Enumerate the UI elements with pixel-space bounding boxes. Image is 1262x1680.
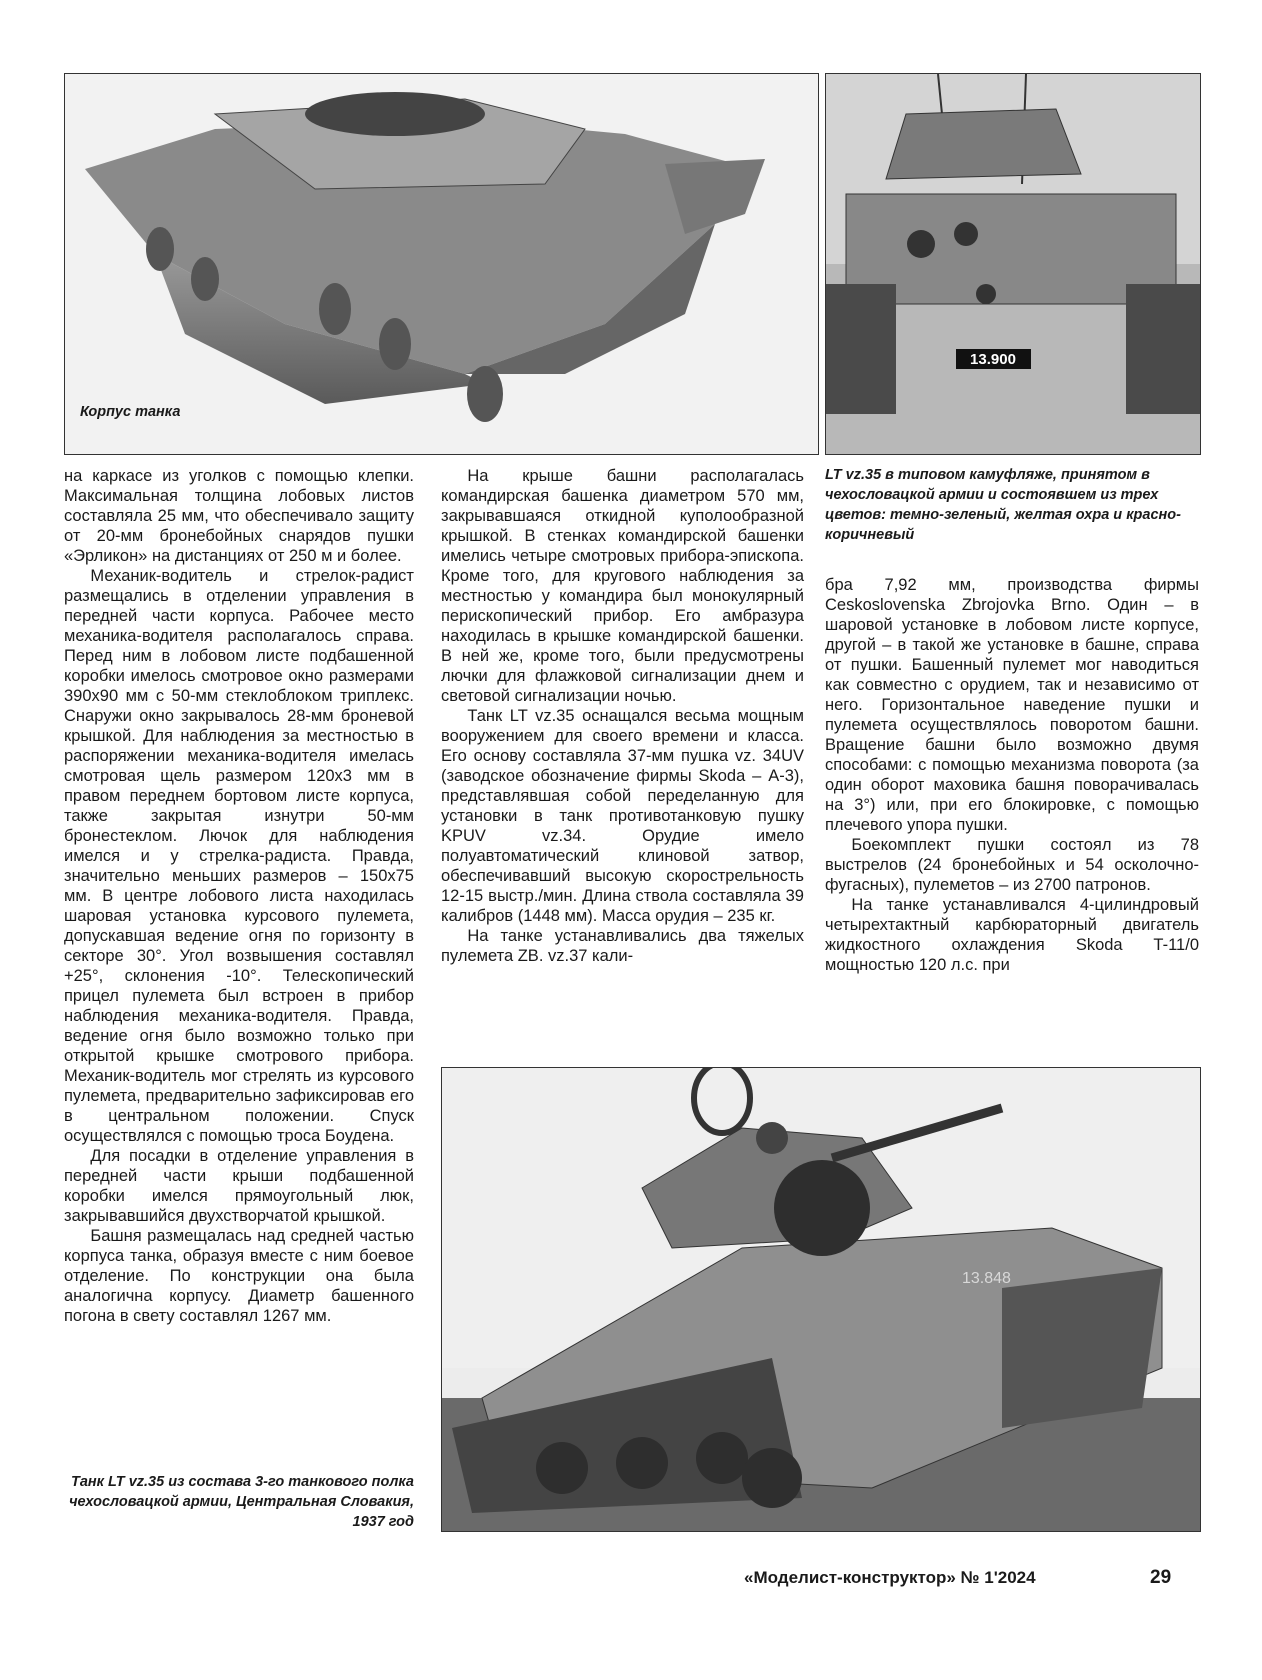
- photo-tank-lt-vz35: [441, 1067, 1201, 1532]
- hull-photo-caption: Корпус танка: [80, 404, 181, 420]
- paragraph: Механик-водитель и стрелок-радист размещались в отделении управления в передней части корпуса. Рабочее место механика-водителя располагалось справа. Перед ним в лобовом листе подбашенной коробки имелось смотровое окно размерами 390x90 мм с 50-мм стеклоблоком триплекс. Снаружи окно закрывалось 28-мм броневой крышкой. Для наблюдения за местностью в распоряжении механика-водителя имелась смотровая щель размером 120x3 мм в правом переднем бортовом листе корпуса, также закрытая изнутри 50-мм бронестеклом. Лючок для наблюдения имелся и у стрелка-радиста. Правда, значительно меньших размеров – 150x75 мм. В центре лобового листа находилась шаровая установка курсового пулемета, допускавшая ведение огня по горизонту в секторе 30°. Угол возвышения составлял +25°, склонения -10°. Телескопический прицел пулемета был встроен в прибор наблюдения механика-водителя. Правда, ведение огня было возможно только при открытой крышке смотрового прибора. Механик-водитель мог стрелять из курсового пулемета, предварительно зафиксировав его в центральном положении. Спуск осуществлялся с помощью троса Боудена.: [64, 567, 414, 1145]
- tank-illustration: [442, 1068, 1200, 1531]
- front-plate-number: 13.900: [970, 351, 1016, 368]
- front-illustration: [826, 74, 1200, 454]
- paragraph: бра 7,92 мм, производства фирмы Ceskoslovenska Zbrojovka Brno. Один – в шаровой установке в лобовом листе корпусе, другой – в такой же установке в башне, справа от пушки. Башенный пулемет мог наводиться как совместно с орудием, так и независимо от него. Горизонтальное наведение пушки и пулемета осуществлялось поворотом башни. Вращение башни было возможно двумя способами: с помощью механизма поворота (за один оборот маховика башня поворачивалась на 3°) или, при его блокировке, с помощью плечевого упора пушки.: [825, 576, 1199, 834]
- photo-tank-front: [825, 73, 1201, 455]
- paragraph: На танке устанавливался 4-цилиндровый четырехтактный карбюраторный двигатель жидкостного охлаждения Skoda T-11/0 мощностью 120 л.с. при: [825, 896, 1199, 974]
- footer-magazine-title: «Моделист-конструктор» № 1'2024: [744, 1568, 1036, 1587]
- paragraph: Боекомплект пушки состоял из 78 выстрелов (24 бронебойных и 54 осколочно-фугасных), пулеметов – из 2700 патронов.: [825, 836, 1199, 894]
- front-photo-caption: LT vz.35 в типовом камуфляже, принятом в чехословацкой армии и состоявшем из трех цветов: темно-зеленый, желтая охра и красно-коричневый: [825, 467, 1181, 543]
- page-number: 29: [1150, 1567, 1172, 1588]
- paragraph: На крыше башни располагалась командирская башенка диаметром 570 мм, закрывавшаяся откидной куполообразной крышкой. В стенках командирской башенки имелись четыре смотровых прибора-эпископа. Кроме того, для кругового наблюдения за местностью у командира был монокулярный перископический прибор. Его амбразура находилась в крышке командирской башенки. В ней же, кроме того, были предусмотрены лючки для флажковой сигнализации днем и световой сигнализации ночью.: [441, 467, 804, 705]
- text-column-2: [441, 466, 804, 966]
- photo-tank-hull: [64, 73, 819, 455]
- paragraph: Танк LT vz.35 оснащался весьма мощным вооружением для своего времени и класса. Его основу составляла 37-мм пушка vz. 34UV (заводское обозначение фирмы Skoda – А-3), представлявшая собой переделанную для установки в танк противотанковую пушку KPUV vz.34. Орудие имело полуавтоматический клиновой затвор, обеспечивавший высокую скорострельность 12-15 выстр./мин. Длина ствола составляла 39 калибров (1448 мм). Масса орудия – 235 кг.: [441, 707, 804, 925]
- paragraph: Башня размещалась над средней частью корпуса танка, образуя вместе с ним боевое отделение. По конструкции она была аналогична корпусу. Диаметр башенного погона в свету составлял 1267 мм.: [64, 1227, 414, 1325]
- text-column-3: [825, 575, 1199, 975]
- paragraph: На танке устанавливались два тяжелых пулемета ZB. vz.37 кали-: [441, 927, 804, 965]
- hull-illustration: [65, 74, 818, 454]
- tank-hull-number: 13.848: [962, 1270, 1011, 1287]
- text-column-1: [64, 466, 414, 1326]
- tank-photo-caption: Танк LT vz.35 из состава 3-го танкового полка чехословацкой армии, Центральная Словакия, 1937 год: [69, 1474, 414, 1530]
- paragraph: Для посадки в отделение управления в передней части крыши подбашенной коробки имелся прямоугольный люк, закрывавшийся двухстворчатой крышкой.: [64, 1147, 414, 1225]
- paragraph: на каркасе из уголков с помощью клепки. Максимальная толщина лобовых листов составляла 25 мм, что обеспечивало защиту от 20-мм бронебойных снарядов пушки «Эрликон» на дистанциях от 250 м и более.: [64, 467, 414, 565]
